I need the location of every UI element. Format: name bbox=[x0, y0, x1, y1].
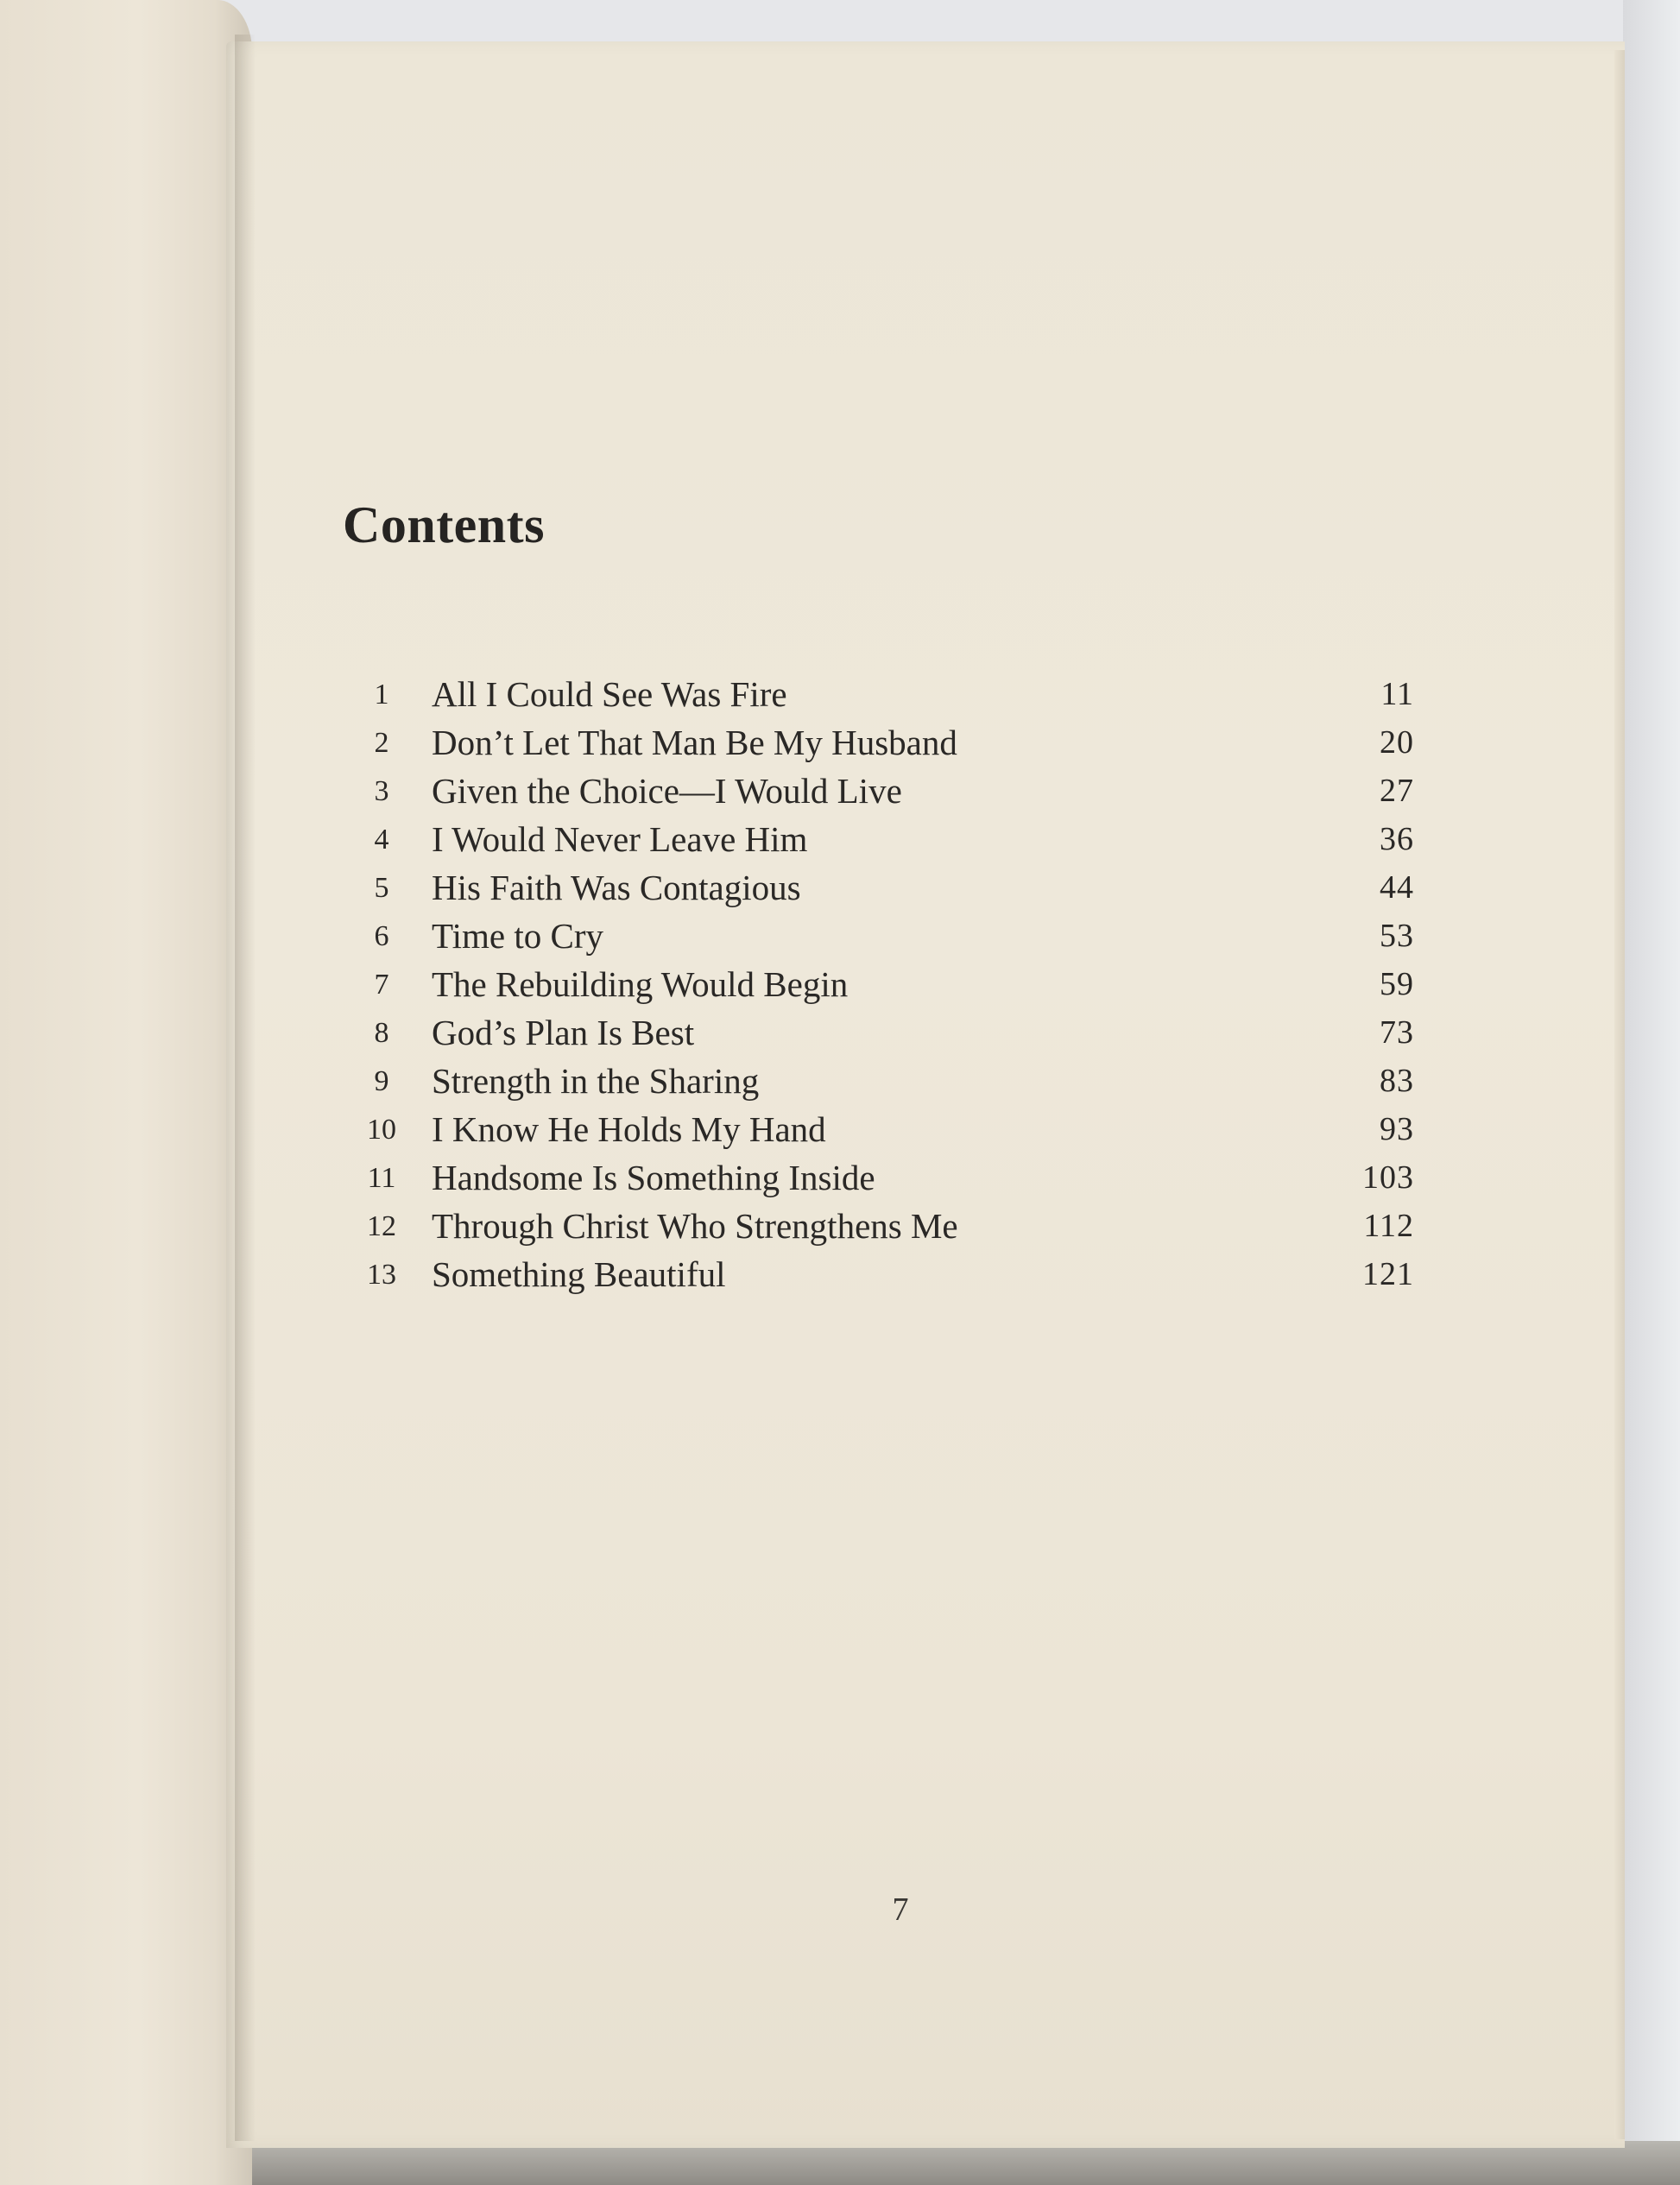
contents-entry bbox=[361, 1254, 1414, 1302]
chapter-page-number: 59 bbox=[1380, 966, 1414, 1002]
chapter-page-number: 27 bbox=[1380, 773, 1414, 809]
contents-entry bbox=[361, 1060, 1414, 1108]
chapter-title: All I Could See Was Fire bbox=[432, 674, 787, 714]
chapter-title: I Would Never Leave Him bbox=[432, 819, 808, 859]
page-title: Contents bbox=[343, 496, 546, 553]
contents-entry bbox=[361, 1157, 1414, 1205]
chapter-number: 12 bbox=[367, 1210, 396, 1242]
contents-entry bbox=[361, 1012, 1414, 1060]
chapter-page-number: 83 bbox=[1380, 1063, 1414, 1099]
chapter-number: 6 bbox=[374, 920, 389, 952]
chapter-title: Through Christ Who Strengthens Me bbox=[432, 1206, 958, 1246]
contents-list bbox=[361, 673, 1414, 1302]
contents-entry bbox=[361, 963, 1414, 1012]
contents-entry bbox=[361, 867, 1414, 915]
left-page bbox=[0, 0, 252, 2185]
chapter-page-number: 36 bbox=[1380, 821, 1414, 857]
chapter-number: 7 bbox=[374, 969, 389, 1001]
chapter-number: 9 bbox=[374, 1065, 389, 1097]
chapter-page-number: 121 bbox=[1362, 1256, 1414, 1292]
page-number: 7 bbox=[892, 1891, 909, 1928]
contents-entry bbox=[361, 1205, 1414, 1254]
chapter-page-number: 11 bbox=[1380, 676, 1414, 712]
chapter-title: Time to Cry bbox=[432, 916, 603, 956]
contents-entry bbox=[361, 770, 1414, 818]
chapter-title: I Know He Holds My Hand bbox=[432, 1109, 826, 1149]
contents-entry bbox=[361, 915, 1414, 963]
contents-entry bbox=[361, 818, 1414, 867]
chapter-title: His Faith Was Contagious bbox=[432, 868, 801, 907]
chapter-number: 13 bbox=[367, 1259, 396, 1291]
chapter-number: 1 bbox=[374, 679, 389, 710]
gutter-shadow bbox=[235, 35, 256, 2141]
chapter-number: 5 bbox=[374, 872, 389, 904]
chapter-title: God’s Plan Is Best bbox=[432, 1013, 695, 1052]
page-edge bbox=[1614, 50, 1625, 2139]
chapter-title: The Rebuilding Would Begin bbox=[432, 964, 849, 1004]
contents-entry bbox=[361, 722, 1414, 770]
chapter-title: Something Beautiful bbox=[432, 1254, 726, 1294]
chapter-title: Strength in the Sharing bbox=[432, 1061, 760, 1101]
contents-entry bbox=[361, 1108, 1414, 1157]
chapter-page-number: 20 bbox=[1380, 724, 1414, 761]
contents-entry bbox=[361, 673, 1414, 722]
chapter-page-number: 73 bbox=[1380, 1014, 1414, 1051]
chapter-title: Handsome Is Something Inside bbox=[432, 1158, 875, 1197]
chapter-number: 2 bbox=[374, 727, 389, 759]
background-surface bbox=[1623, 0, 1680, 2185]
chapter-page-number: 93 bbox=[1380, 1111, 1414, 1147]
chapter-number: 10 bbox=[367, 1114, 396, 1146]
chapter-title: Don’t Let That Man Be My Husband bbox=[432, 723, 957, 762]
chapter-number: 8 bbox=[374, 1017, 389, 1049]
chapter-page-number: 53 bbox=[1380, 918, 1414, 954]
chapter-page-number: 112 bbox=[1363, 1208, 1414, 1244]
chapter-number: 11 bbox=[367, 1162, 396, 1194]
chapter-title: Given the Choice—I Would Live bbox=[432, 771, 902, 811]
chapter-number: 4 bbox=[374, 824, 389, 856]
chapter-number: 3 bbox=[374, 775, 389, 807]
chapter-page-number: 44 bbox=[1380, 869, 1414, 906]
chapter-page-number: 103 bbox=[1362, 1159, 1414, 1196]
